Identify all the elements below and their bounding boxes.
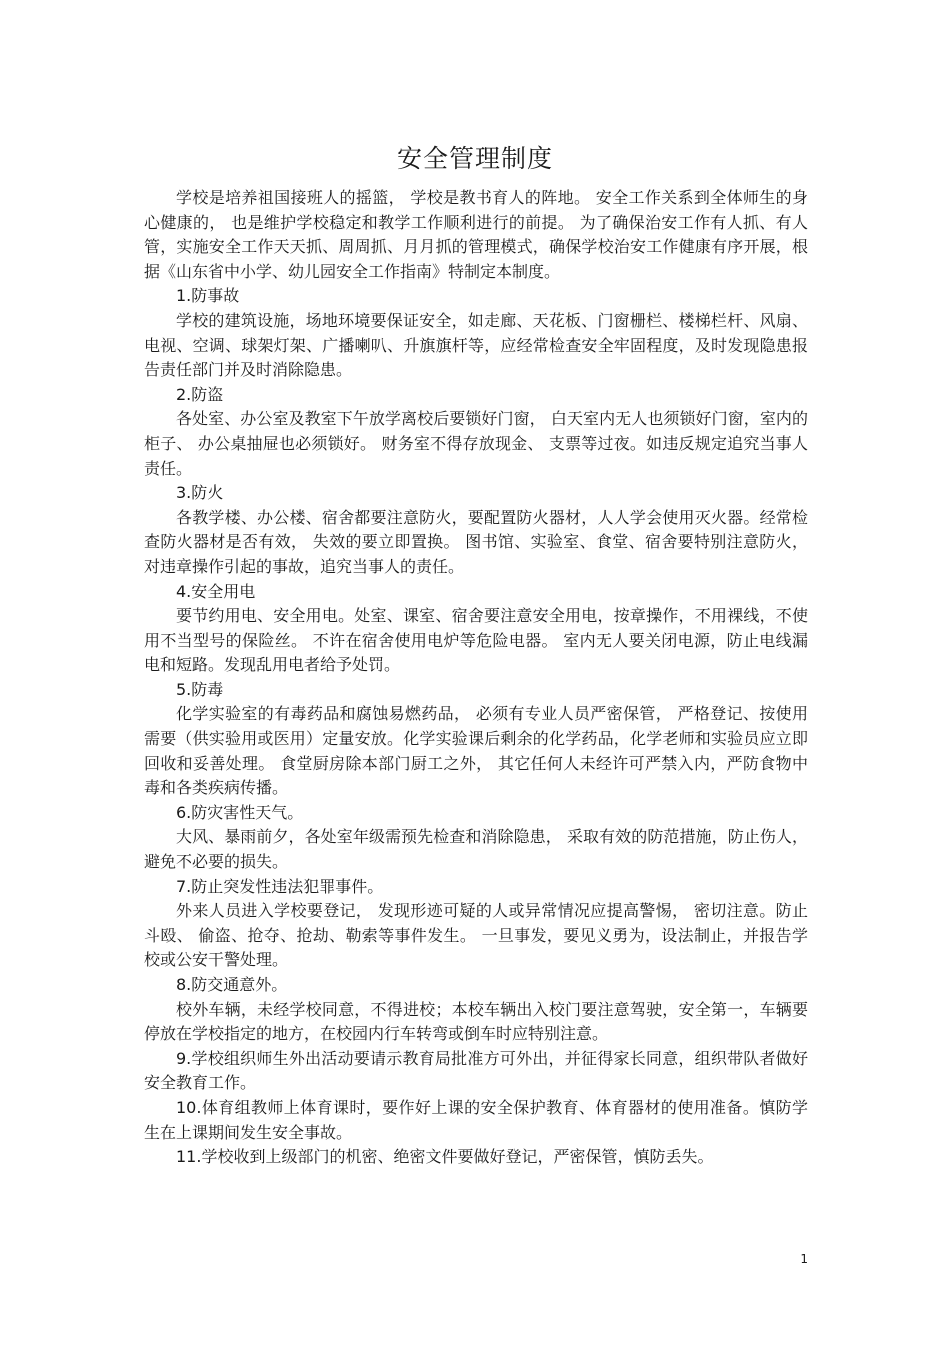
section-paragraph: 化学实验室的有毒药品和腐蚀易燃药品， 必须有专业人员严密保管， 严格登记、按使用需要（供实验用或医用）定量安放。化学实验课后剩余的化学药品，化学老师和实验员应立即回收和妥善处理。 食堂厨房除本部门厨工之外， 其它任何人未经许可严禁入内，严防食物中毒和各类疾病传播。 — [144, 704, 808, 798]
numbered-item: 9.学校组织师生外出活动要请示教育局批准方可外出，并征得家长同意，组织带队者做好安全教育工作。 — [144, 1048, 808, 1093]
section-heading: 3.防火 — [176, 483, 224, 503]
section-heading: 5.防毒 — [176, 679, 224, 699]
section-paragraph: 校外车辆，未经学校同意，不得进校；本校车辆出入校门要注意驾驶，安全第一，车辆要停放在学校指定的地方，在校园内行车转弯或倒车时应特别注意。 — [144, 999, 808, 1044]
section-paragraph: 大风、暴雨前夕，各处室年级需预先检查和消除隐患， 采取有效的防范措施，防止伤人，避免不必要的损失。 — [144, 827, 808, 872]
section-heading: 8.防交通意外。 — [176, 975, 288, 994]
section-heading: 2.防盗 — [176, 384, 224, 404]
section-paragraph: 外来人员进入学校要登记， 发现形迹可疑的人或异常情况应提高警惕， 密切注意。防止斗殴、 偷盗、抢夺、抢劫、勒索等事件发生。 一旦事发，要见义勇为，设法制止，并报告学校或公安干警处理。 — [144, 901, 808, 970]
page-number: 1 — [800, 1252, 808, 1266]
section-paragraph: 要节约用电、安全用电。处室、课室、宿舍要注意安全用电，按章操作，不用裸线，不使用不当型号的保险丝。 不许在宿舍使用电炉等危险电器。 室内无人要关闭电源，防止电线漏电和短路。发现乱用电者给予处罚。 — [144, 606, 808, 675]
intro-paragraph: 学校是培养祖国接班人的摇篮， 学校是教书育人的阵地。 安全工作关系到全体师生的身心健康的， 也是维护学校稳定和教学工作顺利进行的前提。 为了确保治安工作有人抓、有人管，实施安全工作天天抓、周周抓、月月抓的管理模式，确保学校治安工作健康有序开展，根据《山东省中小学、幼儿园安全工作指南》特制定本制度。 — [144, 188, 808, 281]
section-heading: 7.防止突发性违法犯罪事件。 — [176, 876, 384, 896]
section-paragraph: 各处室、办公室及教室下午放学离校后要锁好门窗， 白天室内无人也须锁好门窗，室内的柜子、 办公桌抽屉也必须锁好。 财务室不得存放现金、 支票等过夜。如违反规定追究当事人责任。 — [144, 409, 808, 478]
section-heading: 4.安全用电 — [176, 581, 256, 601]
numbered-item: 10.体育组教师上体育课时，要作好上课的安全保护教育、体育器材的使用准备。慎防学生在上课期间发生安全事故。 — [144, 1097, 808, 1142]
document-title: 安全管理制度 — [396, 143, 553, 173]
numbered-item: 11.学校收到上级部门的机密、绝密文件要做好登记，严密保管，慎防丢失。 — [176, 1147, 714, 1167]
section-heading: 1.防事故 — [176, 286, 240, 306]
section-paragraph: 各教学楼、办公楼、宿舍都要注意防火，要配置防火器材，人人学会使用灭火器。经常检查防火器材是否有效， 失效的要立即置换。 图书馆、实验室、食堂、宿舍要特别注意防火，对违章操作引起的事故，追究当事人的责任。 — [144, 507, 808, 576]
section-heading: 6.防灾害性天气。 — [176, 802, 304, 822]
section-paragraph: 学校的建筑设施，场地环境要保证安全，如走廊、天花板、门窗栅栏、楼梯栏杆、风扇、电视、空调、球架灯架、广播喇叭、升旗旗杆等，应经常检查安全牢固程度，及时发现隐患报告责任部门并及时消除隐患。 — [144, 310, 808, 380]
document-body — [144, 186, 808, 1170]
